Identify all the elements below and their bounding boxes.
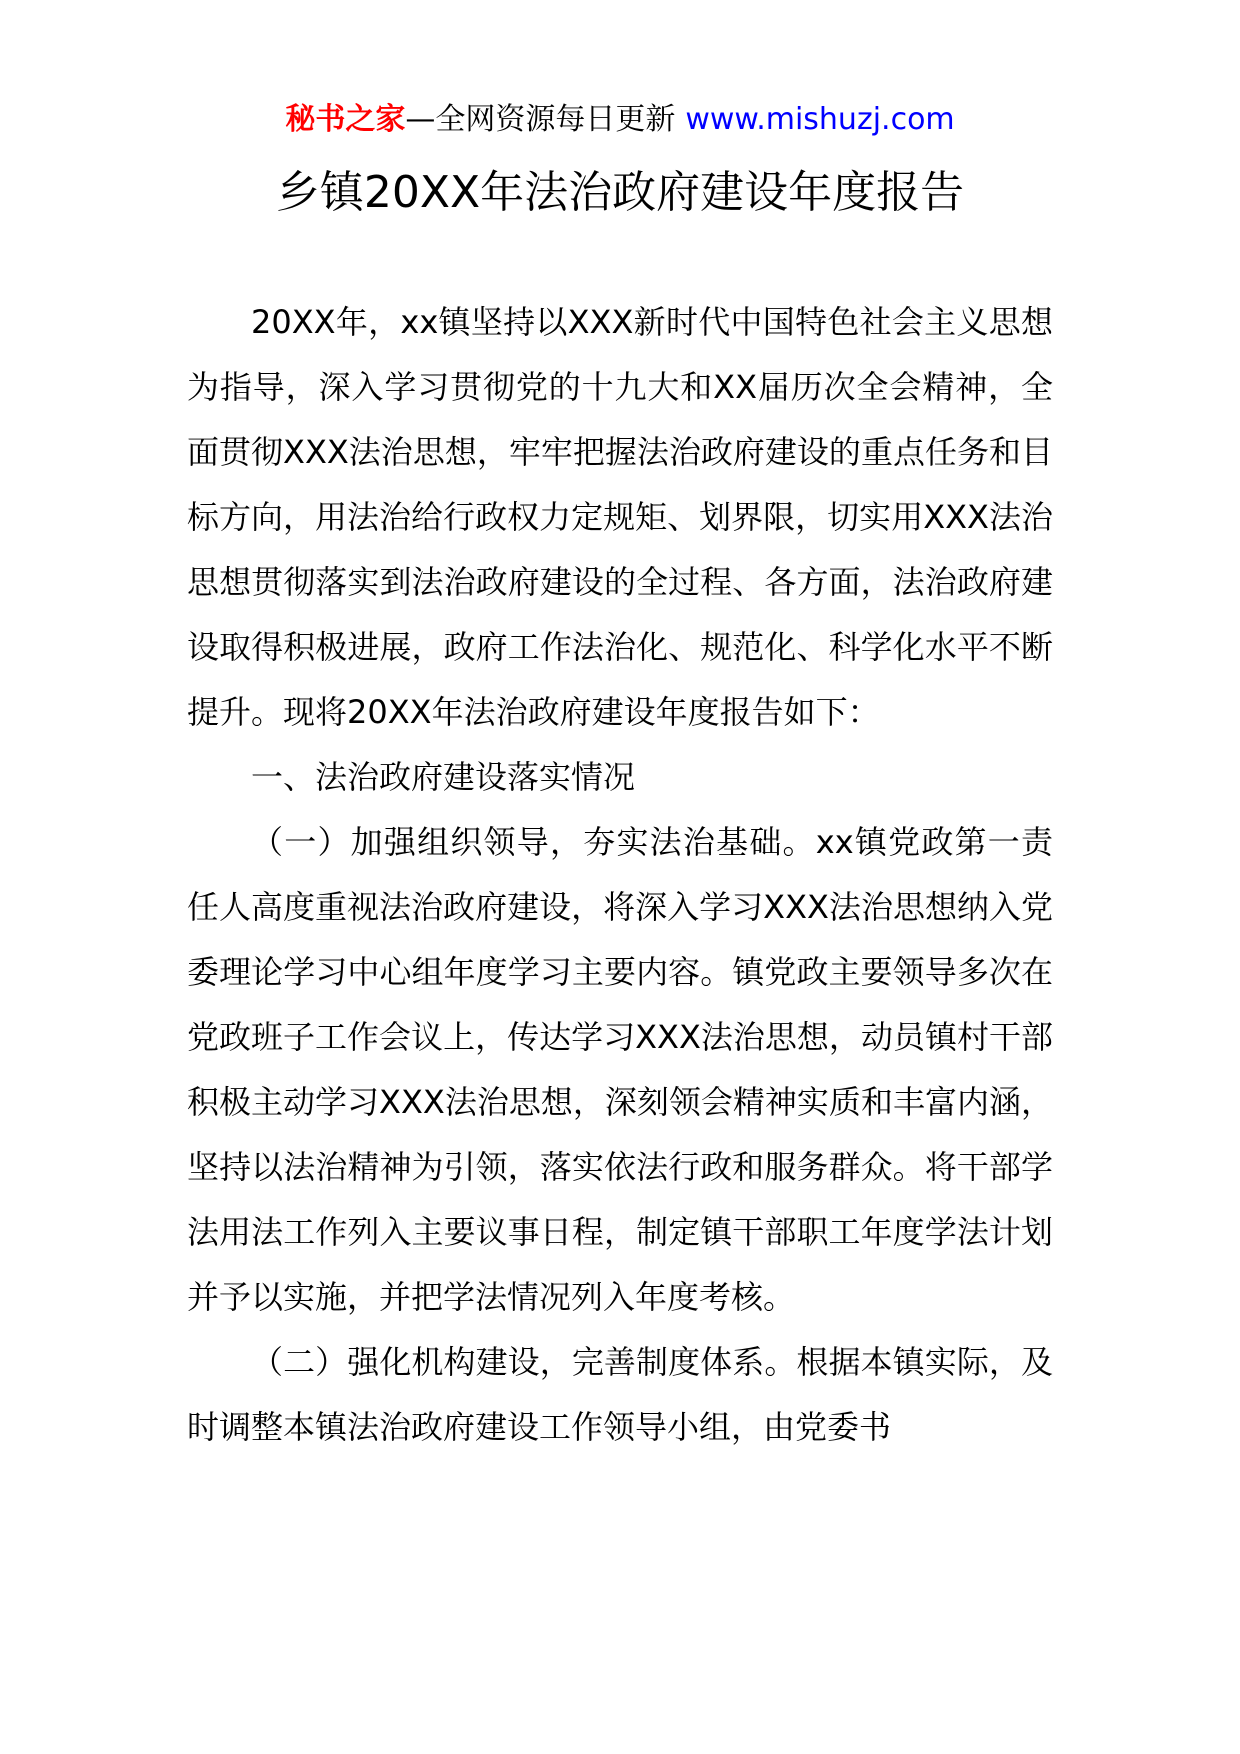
- site-tagline: —全网资源每日更新: [405, 102, 676, 137]
- site-url-link[interactable]: www.mishuzj.com: [685, 102, 955, 137]
- section-heading-1: 一、法治政府建设落实情况: [251, 758, 636, 796]
- paragraph-subsection-2: （二）强化机构建设，完善制度体系。根据本镇实际，及时调整本镇法治政府建设工作领导小组，由党委书: [187, 1343, 1053, 1446]
- document-title: 乡镇20XX年法治政府建设年度报告: [275, 167, 965, 218]
- site-brand: 秘书之家: [285, 102, 406, 137]
- site-header: [0, 100, 1240, 140]
- paragraph-subsection-1: （一）加强组织领导，夯实法治基础。xx镇党政第一责任人高度重视法治政府建设，将深入学习XXX法治思想纳入党委理论学习中心组年度学习主要内容。镇党政主要领导多次在党政班子工作会议上，传达学习XXX法治思想，动员镇村干部积极主动学习XXX法治思想，深刻领会精神实质和丰富内涵，坚持以法治精神为引领，落实依法行政和服务群众。将干部学法用法工作列入主要议事日程，制定镇干部职工年度学法计划并予以实施，并把学法情况列入年度考核。: [187, 823, 1053, 1316]
- document-body: [187, 290, 1053, 1460]
- paragraph-intro: 20XX年，xx镇坚持以XXX新时代中国特色社会主义思想为指导，深入学习贯彻党的十九大和XX届历次全会精神，全面贯彻XXX法治思想，牢牢把握法治政府建设的重点任务和目标方向，用法治给行政权力定规矩、划界限，切实用XXX法治思想贯彻落实到法治政府建设的全过程、各方面，法治政府建设取得积极进展，政府工作法治化、规范化、科学化水平不断提升。现将20XX年法治政府建设年度报告如下：: [187, 303, 1053, 731]
